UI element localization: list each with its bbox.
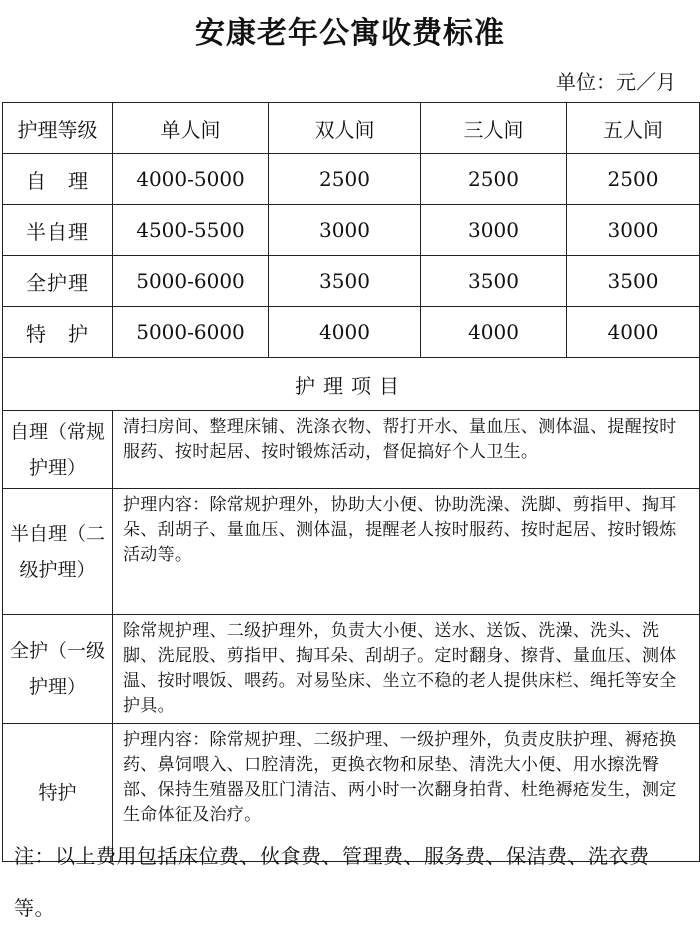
price-cell: 3000 (421, 205, 567, 256)
care-item-name: 自理（常规护理） (3, 411, 113, 489)
header-cell: 五人间 (567, 103, 700, 154)
care-item-name: 半自理（二级护理） (3, 489, 113, 615)
price-cell: 3000 (269, 205, 421, 256)
care-item-description: 清扫房间、整理床铺、洗涤衣物、帮打开水、量血压、测体温、提醒按时服药、按时起居、按时锻炼活动，督促搞好个人卫生。 (113, 411, 700, 489)
price-cell: 2500 (421, 154, 567, 205)
header-cell: 双人间 (269, 103, 421, 154)
price-cell: 3500 (269, 256, 421, 307)
price-cell: 4000 (269, 307, 421, 358)
care-item-description: 护理内容：除常规护理、二级护理、一级护理外，负责皮肤护理、褥疮换药、鼻饲喂入、口腔清洗，更换衣物和尿垫、清洗大小便、用水擦洗臀部、保持生殖器及肛门清洁、两小时一次翻身拍背、杜绝褥疮发生，测定生命体征及治疗。 (113, 724, 700, 862)
price-cell: 4000 (567, 307, 700, 358)
footnote: 注：以上费用包括床位费、伙食费、管理费、服务费、保洁费、洗衣费等。 (14, 844, 650, 920)
care-item-name: 特护 (3, 724, 113, 862)
fee-row (3, 154, 700, 205)
care-item-description: 除常规护理、二级护理外，负责大小便、送水、送饭、洗澡、洗头、洗脚、洗屁股、剪指甲、掏耳朵、刮胡子。定时翻身、擦背、量血压、测体温、按时喂饭、喂药。对易坠床、坐立不稳的老人提供床栏、绳托等安全护具。 (113, 615, 700, 724)
price-cell: 3500 (567, 256, 700, 307)
care-item-row (3, 489, 700, 615)
price-cell: 2500 (567, 154, 700, 205)
price-cell: 5000-6000 (113, 256, 269, 307)
page-title: 安康老年公寓收费标准 (195, 16, 505, 51)
fee-table (2, 102, 700, 862)
care-level: 半自理 (3, 205, 113, 256)
care-section-title: 护理项目 (3, 358, 700, 411)
care-item-row (3, 411, 700, 489)
header-cell: 护理等级 (3, 103, 113, 154)
fee-row (3, 307, 700, 358)
header-cell: 三人间 (421, 103, 567, 154)
price-cell: 3500 (421, 256, 567, 307)
price-cell: 4500-5500 (113, 205, 269, 256)
care-level: 自 理 (3, 154, 113, 205)
price-cell: 3000 (567, 205, 700, 256)
care-section-header-row (3, 358, 700, 411)
price-cell: 4000 (421, 307, 567, 358)
price-cell: 5000-6000 (113, 307, 269, 358)
fee-row (3, 205, 700, 256)
fee-header-row (3, 103, 700, 154)
care-level: 特 护 (3, 307, 113, 358)
price-cell: 2500 (269, 154, 421, 205)
price-cell: 4000-5000 (113, 154, 269, 205)
care-level: 全护理 (3, 256, 113, 307)
fee-row (3, 256, 700, 307)
unit-label: 单位：元／月 (556, 70, 676, 94)
care-item-name: 全护（一级护理） (3, 615, 113, 724)
care-item-description: 护理内容：除常规护理外，协助大小便、协助洗澡、洗脚、剪指甲、掏耳朵、刮胡子、量血压、测体温，提醒老人按时服药、按时起居、按时锻炼活动等。 (113, 489, 700, 615)
header-cell: 单人间 (113, 103, 269, 154)
care-item-row (3, 615, 700, 724)
